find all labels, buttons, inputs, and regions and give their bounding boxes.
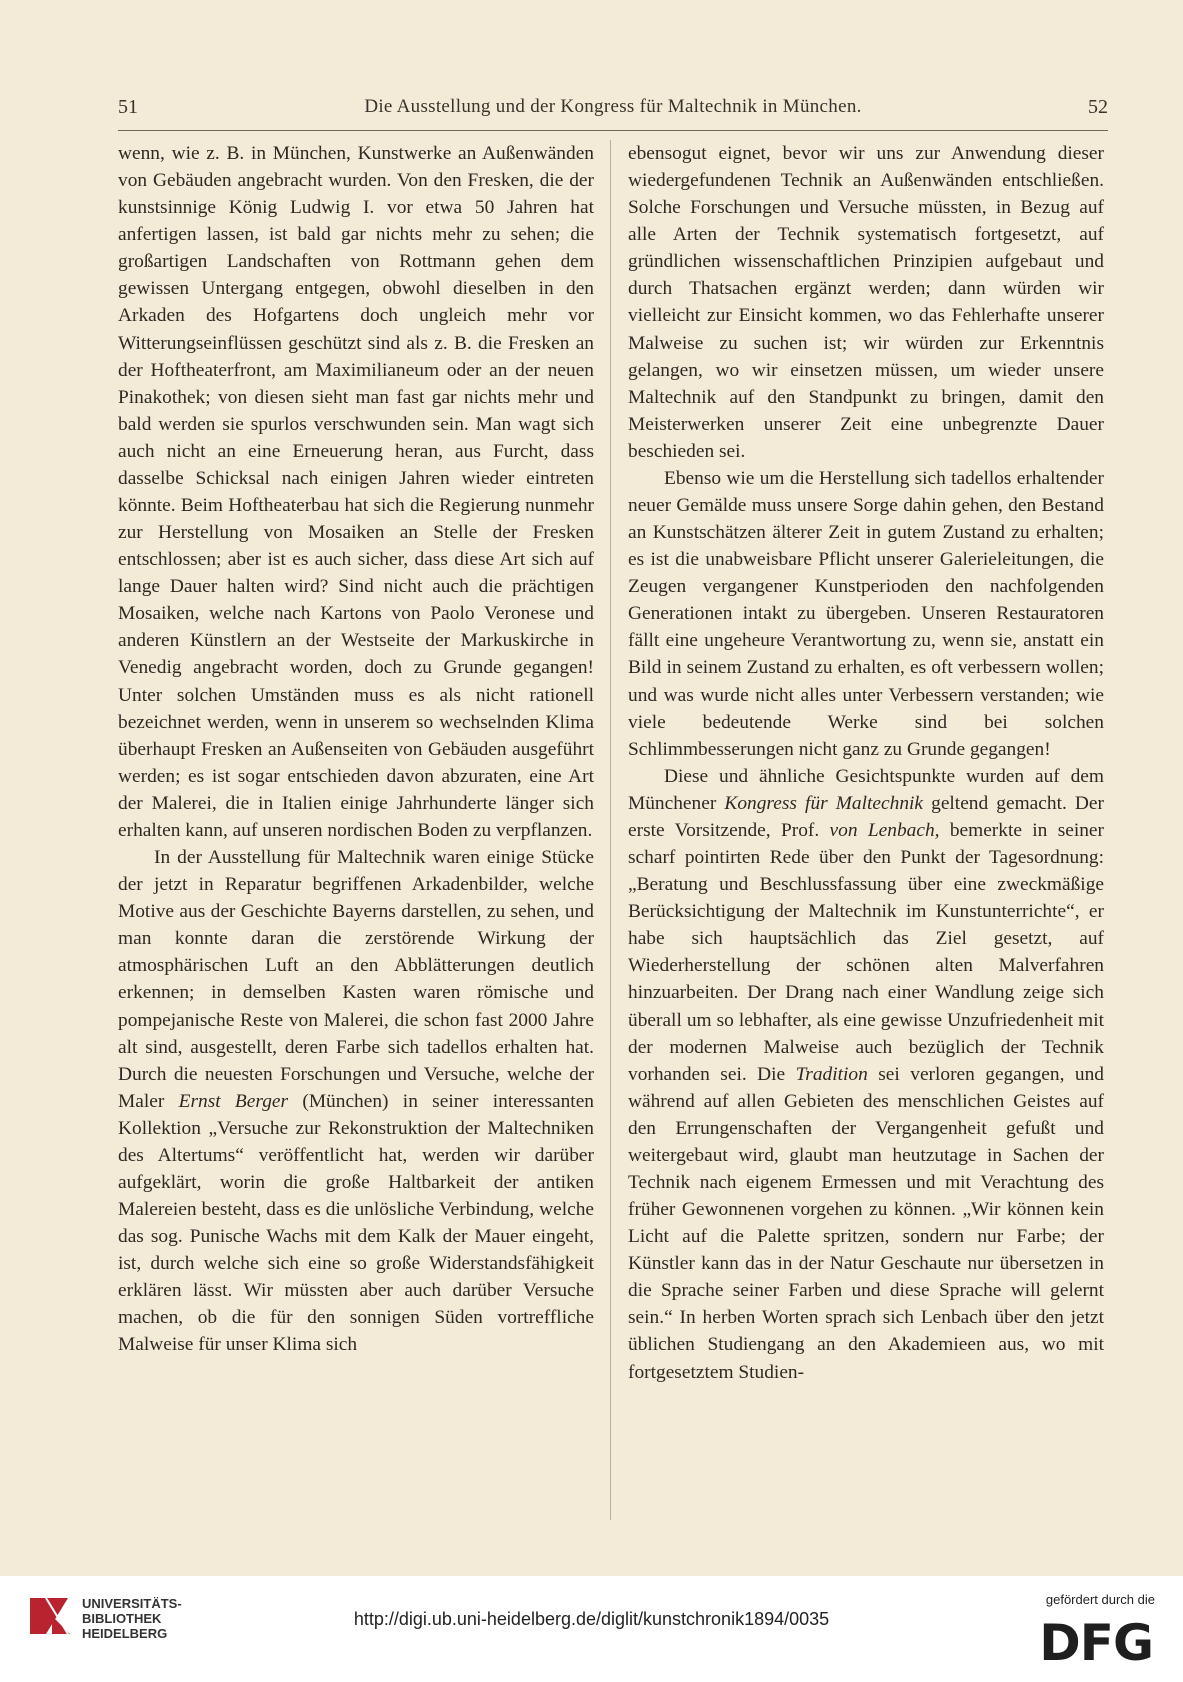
right-paragraph-3	[628, 763, 1104, 1386]
text-run: (München) in seiner interessanten Kollektion „Versuche zur Rekonstruktion der Maltechniken des Altertums“ veröffentlicht hat, werden wir darüber aufgeklärt, worin die große Haltbarkeit der antiken Malereien besteht, dass es die unlösliche Verbindung, welche das sog. Punische Wachs mit dem Kalk der Mauer eingeht, ist, durch welche sich eine so große Widerstandsfähigkeit erklären lässt. Wir müssten aber auch darüber Versuche machen, ob die für den sonnigen Süden vortreffliche Malweise für unser Klima sich	[118, 1090, 594, 1356]
right-column	[628, 140, 1104, 1386]
right-paragraph-2: Ebenso wie um die Herstellung sich tadellos erhaltender neuer Gemälde muss unsere Sorge dahin gehen, den Bestand an Kunstschätzen älterer Zeit in gutem Zustand zu erhalten; es ist die unabweisbare Pflicht unserer Galerieleitungen, die Zeugen vergangener Kunstperioden den nachfolgenden Generationen intakt zu übergeben. Unseren Restauratoren fällt eine ungeheure Verantwortung zu, wenn sie, anstatt ein Bild in seinem Zustand zu erhalten, es oft verbessern wollen; und was wurde nicht alles unter Verbessern verstanden; wie viele bedeutende Werke sind bei solchen Schlimmbesserungen nicht ganz zu Grunde gegangen!	[628, 467, 1104, 760]
digitization-footer	[0, 1576, 1183, 1682]
name-ernst-berger: Ernst Berger	[178, 1090, 289, 1112]
right-paragraph-1: ebensogut eignet, bevor wir uns zur Anwendung dieser wiedergefundenen Technik an Außenwänden entschließen. Solche Forschungen und Versuche müssten, in Bezug auf alle Arten der Technik systematisch fortgesetzt, auf gründlichen wissenschaftlichen Prinzipien aufgebaut und durch Thatsachen ergänzt werden; dann würden wir vielleicht zur Einsicht kommen, wo das Fehlerhafte unserer Malweise zu suchen ist; wir würden zur Erkenntnis gelangen, wo wir einsetzen müssen, um wieder unsere Maltechnik auf den Standpunkt zu bringen, damit den Meisterwerken unserer Zeit eine unbegrenzte Dauer beschieden sei.	[628, 143, 1104, 462]
running-title: Die Ausstellung und der Kongress für Maltechnik in München.	[364, 96, 862, 117]
left-paragraph-2	[118, 844, 594, 1358]
header-rule	[118, 130, 1108, 131]
italic-lenbach: von Lenbach,	[829, 819, 940, 841]
text-run: geltend gemacht. Der erste Vorsitzende, Prof.	[628, 792, 1104, 841]
page-number-right: 52	[1088, 96, 1108, 118]
running-header	[118, 92, 1108, 126]
library-name-line: HEIDELBERG	[82, 1626, 168, 1641]
column-divider	[610, 140, 611, 1520]
text-run: bemerkte in seiner scharf pointirten Rede über den Punkt der Tagesordnung: „Beratung und Beschlussfassung über eine zweckmäßige Berücksichtigung der Maltechnik im Kunstunterrichte“, er habe sich hauptsächlich das Ziel gesetzt, auf Wiederherstellung der schönen alten Malverfahren hinzuarbeiten. Der Drang nach einer Wandlung zeige sich überall um so lebhafter, als eine gewisse Unzufriedenheit mit der modernen Malweise auch bezüglich der Technik vorhanden sei. Die	[628, 819, 1104, 1085]
text-run: In der Ausstellung für Maltechnik waren einige Stücke der jetzt in Reparatur begriffenen Arkadenbilder, welche Motive aus der Geschichte Bayerns darstellen, zu sehen, und man konnte daran die zerstörende Wirkung der atmosphärischen Luft an den Abblätterungen deutlich erkennen; in demselben Kasten waren römische und pompejanische Reste von Malerei, die schon fast 2000 Jahre alt sind, ausgestellt, deren Farbe sich tadellos erhalten hat. Durch die neuesten Forschungen und Versuche, welche der Maler	[118, 847, 594, 1112]
text-run: sei verloren gegangen, und während auf allen Gebieten des menschlichen Geistes auf den Errungenschaften der Vergangenheit gefußt und weitergebaut wird, glaubt man heutzutage in Sachen der Technik nach eigenem Ermessen und mit Verachtung des früher Gewonnenen vorgehen zu können. „Wir können kein Licht auf die Palette spritzen, sondern nur Farbe; der Künstler kann das in der Natur Geschaute nur übersetzen in die Sprache seiner Farben und diese Sprache will gelernt sein.“ In herben Worten sprach sich Lenbach über den jetzt üblichen Studiengang an den Akademieen aus, wo mit fortgesetztem Studien-	[628, 1063, 1104, 1383]
left-column	[118, 140, 594, 1359]
library-name-line: BIBLIOTHEK	[82, 1611, 162, 1626]
source-url-link[interactable]: http://digi.ub.uni-heidelberg.de/diglit/kunstchronik1894/0035	[353, 1609, 830, 1629]
funding-note: gefördert durch die	[1045, 1592, 1155, 1607]
italic-tradition: Tradition	[795, 1063, 868, 1085]
italic-kongress: Kongress für Maltechnik	[724, 792, 924, 814]
page-number-left: 51	[118, 96, 138, 118]
library-name-line: UNIVERSITÄTS-	[82, 1596, 182, 1611]
text-run: Diese und ähnliche Gesichtspunkte wurden auf dem Münchener	[628, 765, 1104, 814]
left-paragraph-1: wenn, wie z. B. in München, Kunstwerke an Außenwänden von Gebäuden angebracht wurden. Von den Fresken, die der kunstsinnige König Ludwig I. vor etwa 50 Jahren hat anfertigen lassen, ist bald gar nichts mehr zu sehen; die großartigen Landschaften von Rottmann gehen dem gewissen Untergang entgegen, obwohl dieselben in den Arkaden des Hofgartens doch ungleich mehr vor Witterungseinflüssen geschützt sind als z. B. die Fresken an der Hoftheaterfront, am Maximilianeum oder an der neuen Pinakothek; von diesen sieht man fast gar nichts mehr und bald werden sie spurlos verschwunden sein. Man wagt sich auch nicht an eine Erneuerung heran, aus Furcht, dass dasselbe Schicksal nach einigen Jahren wieder eintreten könnte. Beim Hoftheaterbau hat sich die Regierung nunmehr zur Herstellung von Mosaiken an Stelle der Fresken entschlossen; aber ist es auch sicher, dass diese Art sich auf lange Dauer halten wird? Sind nicht auch die prächtigen Mosaiken, welche nach Kartons von Paolo Veronese und anderen Künstlern an der Westseite der Markuskirche in Venedig angebracht worden, doch zu Grunde gegangen! Unter solchen Umständen muss es als nicht rationell bezeichnet werden, wenn in unserem so wechselnden Klima überhaupt Fresken an Außenseiten von Gebäuden ausgeführt werden; es ist sogar entschieden davon abzuraten, eine Art der Malerei, die in Italien einige Jahrhunderte länger sich erhalten kann, auf unseren nordischen Boden zu verpflanzen.	[118, 143, 594, 841]
dfg-logo: DFG	[1039, 1614, 1153, 1672]
